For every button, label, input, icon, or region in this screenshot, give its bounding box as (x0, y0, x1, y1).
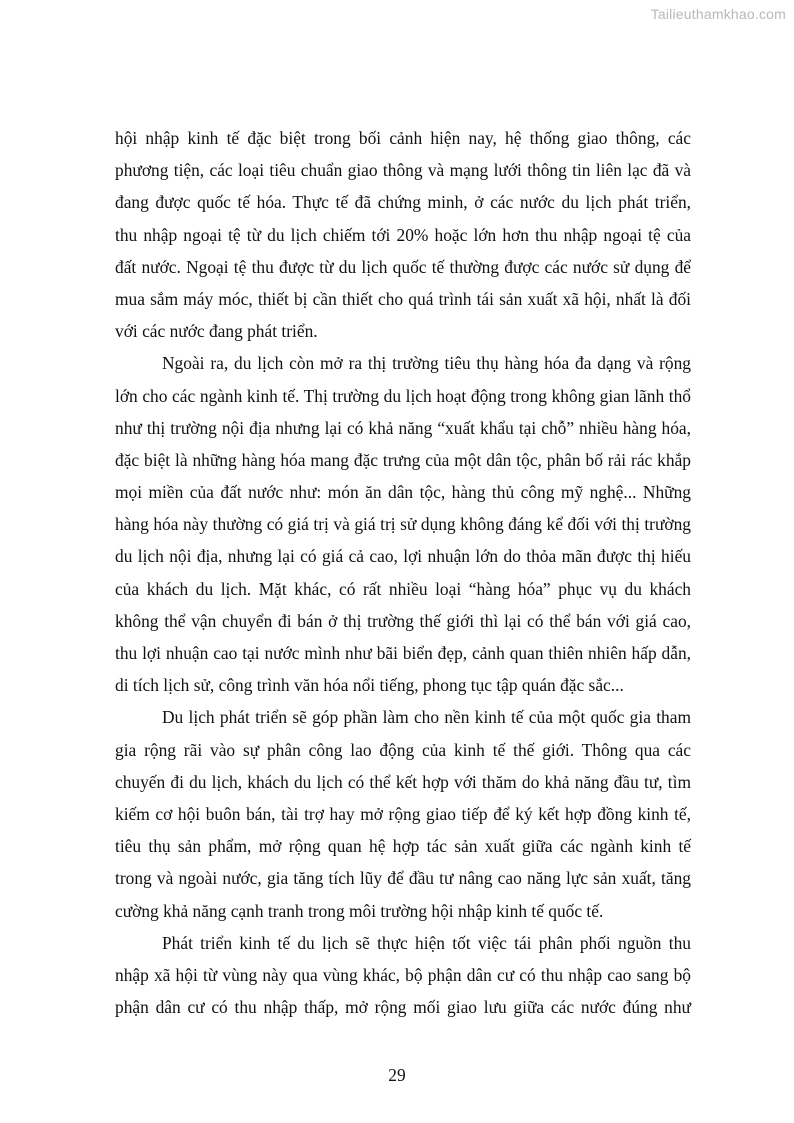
paragraph-4 (115, 927, 691, 1024)
document-body (115, 122, 691, 1023)
text-line: hàng hóa này thường có giá trị và giá trị sử dụng không đáng kể đối với thị trường (115, 514, 691, 535)
text-line: mua sắm máy móc, thiết bị cần thiết cho quá trình tái sản xuất xã hội, nhất là đối (115, 288, 691, 309)
text-line: như thị trường nội địa nhưng lại có khả năng “xuất khẩu tại chỗ” nhiều hàng hóa, (115, 417, 691, 438)
text-line: phương tiện, các loại tiêu chuẩn giao thông và mạng lưới thông tin liên lạc đã và (115, 160, 691, 181)
text-line: cường khả năng cạnh tranh trong môi trường hội nhập kinh tế quốc tế. (115, 900, 604, 921)
text-line: lớn cho các ngành kinh tế. Thị trường du lịch hoạt động trong không gian lãnh thổ (115, 385, 691, 406)
text-line: du lịch nội địa, nhưng lại có giá cả cao, lợi nhuận lớn do thỏa mãn được thị hiếu (115, 546, 691, 567)
paragraph-3 (115, 701, 691, 926)
text-line: trong và ngoài nước, gia tăng tích lũy để đầu tư nâng cao năng lực sản xuất, tăng (115, 868, 691, 889)
text-line: thu nhập ngoại tệ từ du lịch chiếm tới 20% hoặc lớn hơn thu nhập ngoại tệ của (115, 224, 691, 245)
text-line: kiếm cơ hội buôn bán, tài trợ hay mở rộng giao tiếp để ký kết hợp đồng kinh tế, (115, 803, 691, 824)
text-line: không thể vận chuyển đi bán ở thị trường thế giới thì lại có thể bán với giá cao, (115, 610, 691, 631)
text-line: đặc biệt là những hàng hóa mang đặc trưng của một dân tộc, phân bố rải rác khắp (115, 449, 691, 470)
text-line: mọi miền của đất nước như: món ăn dân tộc, hàng thủ công mỹ nghệ... Những (115, 482, 691, 503)
text-line: tiêu thụ sản phẩm, mở rộng quan hệ hợp tác sản xuất giữa các ngành kinh tế (115, 836, 691, 857)
text-line: nhập xã hội từ vùng này qua vùng khác, bộ phận dân cư có thu nhập cao sang bộ (115, 964, 691, 985)
text-line: đang được quốc tế hóa. Thực tế đã chứng minh, ở các nước du lịch phát triển, (115, 192, 691, 213)
paragraph-1 (115, 122, 691, 347)
text-line: thu lợi nhuận cao tại nước mình như bãi biển đẹp, cảnh quan thiên nhiên hấp dẫn, (115, 643, 691, 663)
text-line: phận dân cư có thu nhập thấp, mở rộng mối giao lưu giữa các nước đúng như (115, 997, 691, 1018)
text-line: di tích lịch sử, công trình văn hóa nổi tiếng, phong tục tập quán đặc sắc... (115, 675, 624, 696)
page-number: 29 (388, 1065, 406, 1085)
text-line: đất nước. Ngoại tệ thu được từ du lịch quốc tế thường được các nước sử dụng để (115, 256, 691, 277)
paragraph-2 (115, 347, 691, 701)
text-line: chuyến đi du lịch, khách du lịch có thể kết hợp với thăm do khả năng đầu tư, tìm (115, 771, 691, 792)
text-line: hội nhập kinh tế đặc biệt trong bối cảnh hiện nay, hệ thống giao thông, các (115, 128, 691, 148)
text-line: với các nước đang phát triển. (115, 321, 318, 342)
text-line: Du lịch phát triển sẽ góp phần làm cho nền kinh tế của một quốc gia tham (162, 707, 691, 728)
text-line: gia rộng rãi vào sự phân công lao động của kinh tế thế giới. Thông qua các (115, 739, 691, 760)
text-line: Ngoài ra, du lịch còn mở ra thị trường tiêu thụ hàng hóa đa dạng và rộng (162, 353, 691, 374)
text-line: Phát triển kinh tế du lịch sẽ thực hiện tốt việc tái phân phối nguồn thu (162, 932, 691, 953)
text-line: của khách du lịch. Mặt khác, có rất nhiều loại “hàng hóa” phục vụ du khách (115, 578, 691, 599)
watermark-text: Tailieuthamkhao.com (650, 6, 786, 22)
